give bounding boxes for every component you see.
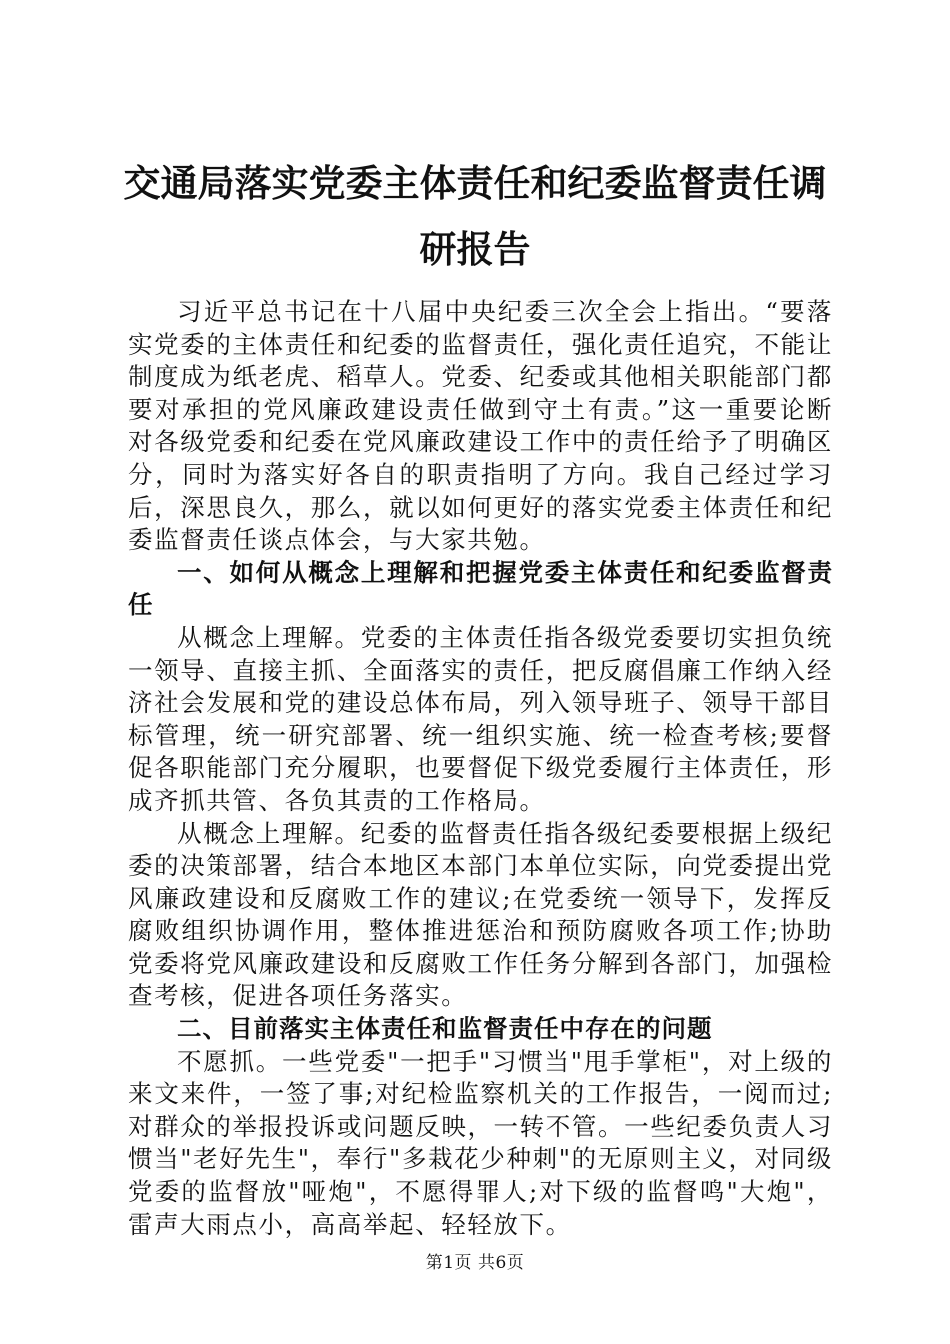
document-title: 交通局落实党委主体责任和纪委监督责任调研报告 [123,161,827,271]
paragraph-unwilling: 不愿抓。一些党委"一把手"习惯当"甩手掌柜"，对上级的来文来件，一签了事;对纪检监察机关的工作报告，一阅而过;对群众的举报投诉或问题反映，一转不管。一些纪委负责人习惯当"老好先生"，奉行"多栽花少种刺"的无原则主义，对同级党委的监督放"哑炮"，不愿得罪人;对下级的监督鸣"大炮"，雷声大雨点小，高高举起、轻轻放下。 [128,1046,833,1239]
paragraph-party-responsibility: 从概念上理解。党委的主体责任指各级党委要切实担负统一领导、直接主抓、全面落实的责任，把反腐倡廉工作纳入经济社会发展和党的建设总体布局，列入领导班子、领导干部目标管理，统一研究部署、统一组织实施、统一检查考核;要督促各职能部门充分履职，也要督促下级党委履行主体责任，形成齐抓共管、各负其责的工作格局。 [128,622,833,815]
paragraph-intro: 习近平总书记在十八届中央纪委三次全会上指出。“要落实党委的主体责任和纪委的监督责任，强化责任追究，不能让制度成为纸老虎、稻草人。党委、纪委或其他相关职能部门都要对承担的党风廉政建设责任做到守土有责。”这一重要论断对各级党委和纪委在党风廉政建设工作中的责任给予了明确区分，同时为落实好各自的职责指明了方向。我自己经过学习后，深思良久，那么，就以如何更好的落实党委主体责任和纪委监督责任谈点体会，与大家共勉。 [128,297,833,555]
document-body [128,296,833,1241]
page-footer: 第1页 共6页 [425,1253,525,1273]
section-heading-1: 一、如何从概念上理解和把握党委主体责任和纪委监督责任 [128,557,833,620]
section-heading-2: 二、目前落实主体责任和监督责任中存在的问题 [177,1014,713,1044]
paragraph-discipline-responsibility: 从概念上理解。纪委的监督责任指各级纪委要根据上级纪委的决策部署，结合本地区本部门本单位实际，向党委提出党风廉政建设和反腐败工作的建议;在党委统一领导下，发挥反腐败组织协调作用，整体推进惩治和预防腐败各项工作;协助党委将党风廉政建设和反腐败工作任务分解到各部门，加强检查考核，促进各项任务落实。 [128,818,833,1011]
